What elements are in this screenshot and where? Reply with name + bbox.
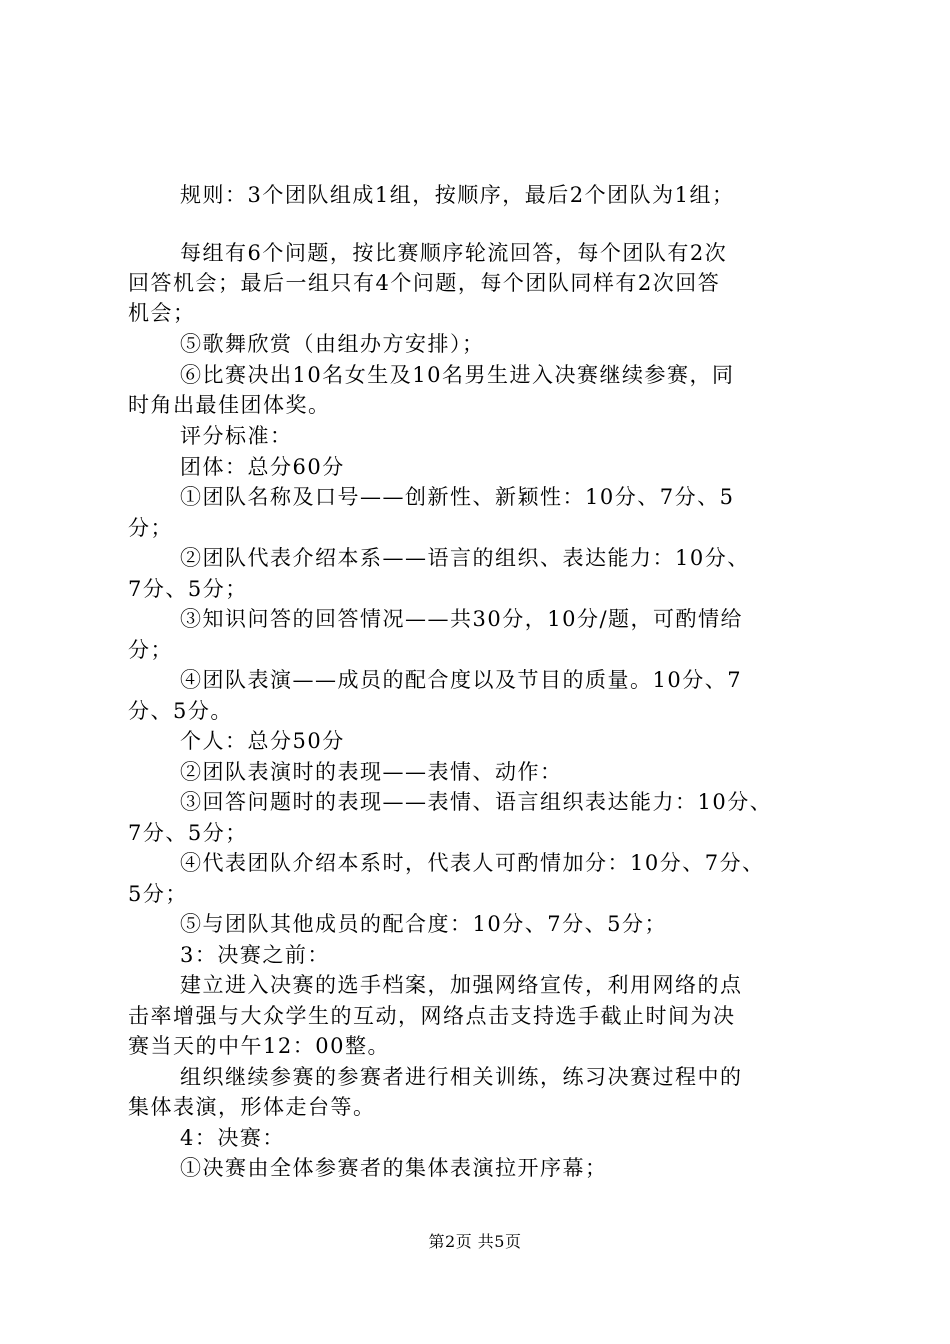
text-line-20: ③回答问题时的表现——表情、语言组织表达能力：10分、 — [180, 790, 773, 814]
text-line-3: 回答机会；最后一组只有4个问题，每个团队同样有2次回答 — [128, 271, 721, 295]
text-line-14: ③知识问答的回答情况——共30分，10分/题，可酌情给 — [180, 607, 744, 631]
text-line-27: 击率增强与大众学生的互动，网络点击支持选手截止时间为决 — [128, 1004, 736, 1028]
text-line-28: 赛当天的中午12：00整。 — [128, 1034, 390, 1058]
text-line-7: 时角出最佳团体奖。 — [128, 393, 331, 417]
text-line-15: 分； — [128, 638, 173, 662]
text-line-25: 3：决赛之前： — [180, 943, 330, 967]
text-line-1: 规则：3个团队组成1组，按顺序，最后2个团队为1组； — [180, 183, 735, 207]
text-line-13: 7分、5分； — [128, 577, 248, 601]
text-line-8: 评分标准： — [180, 424, 293, 448]
text-line-22: ④代表团队介绍本系时，代表人可酌情加分：10分、7分、 — [180, 851, 765, 875]
text-line-19: ②团队表演时的表现——表情、动作： — [180, 760, 563, 784]
text-line-21: 7分、5分； — [128, 821, 248, 845]
text-line-31: 4：决赛： — [180, 1126, 285, 1150]
text-line-5: ⑤歌舞欣赏（由组办方安排）； — [180, 332, 485, 356]
text-line-12: ②团队代表介绍本系——语言的组织、表达能力：10分、 — [180, 546, 750, 570]
text-line-24: ⑤与团队其他成员的配合度：10分、7分、5分； — [180, 912, 667, 936]
text-line-18: 个人：总分50分 — [180, 729, 345, 753]
text-line-23: 5分； — [128, 882, 188, 906]
text-line-26: 建立进入决赛的选手档案，加强网络宣传，利用网络的点 — [180, 973, 743, 997]
text-line-29: 组织继续参赛的参赛者进行相关训练，练习决赛过程中的 — [180, 1065, 743, 1089]
text-line-30: 集体表演，形体走台等。 — [128, 1095, 376, 1119]
text-line-11: 分； — [128, 516, 173, 540]
text-line-32: ①决赛由全体参赛者的集体表演拉开序幕； — [180, 1156, 608, 1180]
text-line-4: 机会； — [128, 301, 196, 325]
page-footer: 第2页 共5页 — [428, 1232, 522, 1251]
text-line-2: 每组有6个问题，按比赛顺序轮流回答，每个团队有2次 — [180, 241, 728, 265]
text-line-10: ①团队名称及口号——创新性、新颖性：10分、7分、5 — [180, 485, 735, 509]
text-line-6: ⑥比赛决出10名女生及10名男生进入决赛继续参赛，同 — [180, 363, 735, 387]
text-line-17: 分、5分。 — [128, 699, 233, 723]
text-line-9: 团体：总分60分 — [180, 455, 345, 479]
text-line-16: ④团队表演——成员的配合度以及节目的质量。10分、7 — [180, 668, 743, 692]
